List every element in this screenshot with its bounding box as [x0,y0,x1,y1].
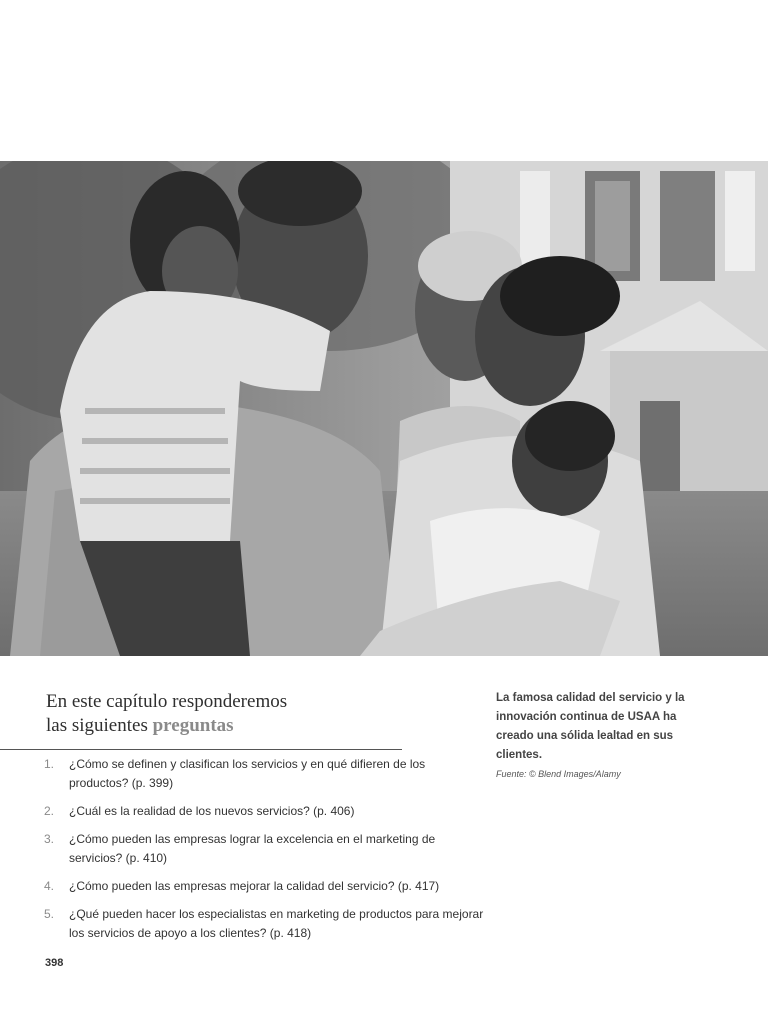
heading-divider [0,749,402,750]
photo-caption [496,689,716,779]
heading-line-2-plain: las siguientes [46,715,153,736]
question-number: 4. [44,879,55,893]
question-number: 5. [44,907,55,921]
page-number: 398 [45,957,64,969]
heading-accent-word: preguntas [152,715,234,736]
question-item [44,755,484,793]
question-item [44,877,484,896]
heading-line-2 [46,714,406,738]
question-item [44,905,484,943]
caption-text: La famosa calidad del servicio y la innovación continua de USAA ha creado una sólida lealtad en sus clientes. [496,692,685,761]
question-text: ¿Cuál es la realidad de los nuevos servicios? (p. 406) [69,804,355,818]
questions-list [44,755,484,952]
question-number: 1. [44,757,55,771]
family-photo [0,161,768,656]
question-number: 2. [44,804,55,818]
question-text: ¿Cómo se definen y clasifican los servicios y en qué difieren de los productos? (p. 399) [69,757,426,790]
question-text: ¿Qué pueden hacer los especialistas en marketing de productos para mejorar los servicios de apoyo a los clientes? (p. 418) [69,907,484,940]
question-number: 3. [44,832,55,846]
question-text: ¿Cómo pueden las empresas mejorar la calidad del servicio? (p. 417) [69,879,440,893]
caption-source: Fuente: © Blend Images/Alamy [496,769,621,779]
question-item [44,802,484,821]
heading-line-1: En este capítulo responderemos [46,691,288,712]
question-text: ¿Cómo pueden las empresas lograr la excelencia en el marketing de servicios? (p. 410) [69,832,436,865]
question-item [44,830,484,868]
chapter-heading [46,690,406,738]
